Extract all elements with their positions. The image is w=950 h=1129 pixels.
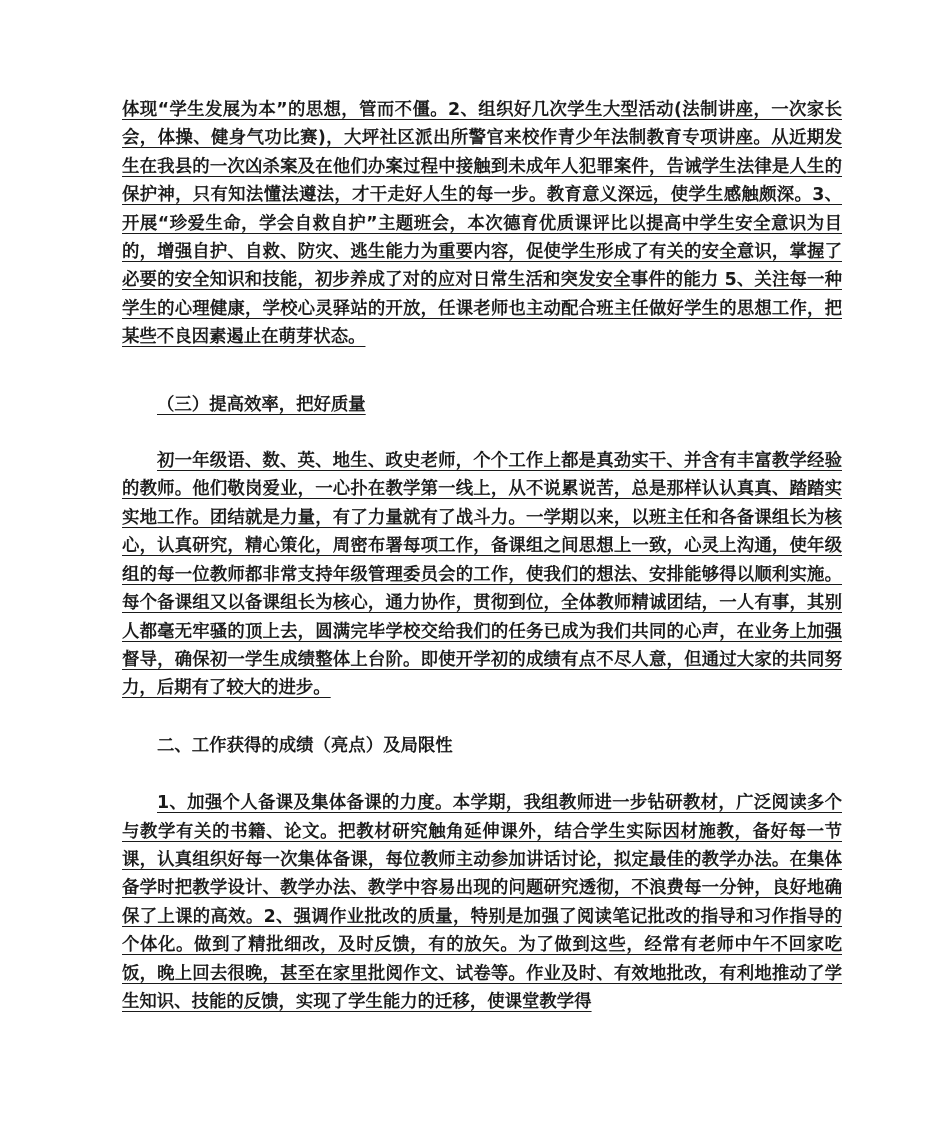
section-heading-achievements [122, 732, 842, 760]
document-page [122, 96, 842, 1016]
paragraph-text: 体现“学生发展为本”的思想，管而不僵。2、组织好几次学生大型活动(法制讲座，一次家长会，体操、健身气功比赛)，大坪社区派出所警官来校作青少年法制教育专项讲座。从近期发生在我县的一次凶杀案及在他们办案过程中接触到未成年人犯罪案件，告诫学生法律是人生的保护神，只有知法懂法遵法，才干走好人生的每一步。教育意义深远，使学生感触颇深。3、开展“珍爱生命，学会自救自护”主题班会，本次德育优质课评比以提高中学生安全意识为目的，增强自护、自救、防灾、逃生能力为重要内容，促使学生形成了有关的安全意识，掌握了必要的安全知识和技能，初步养成了对的应对日常生活和突发安全事件的能力 5、关注每一种学生的心理健康，学校心灵驿站的开放，任课老师也主动配合班主任做好学生的思想工作，把某些不良因素遏止在萌芽状态。 [122, 100, 842, 348]
paragraph-lesson-prep [122, 789, 842, 1016]
heading-text: （三）提高效率，把好质量 [157, 394, 366, 415]
paragraph-teachers [122, 447, 842, 703]
paragraph-continuation [122, 96, 842, 352]
heading-text: 二、工作获得的成绩（亮点）及局限性 [157, 735, 453, 756]
paragraph-text: 1、加强个人备课及集体备课的力度。本学期，我组教师进一步钻研教材，广泛阅读多个与教学有关的书籍、论文。把教材研究触角延伸课外，结合学生实际因材施教，备好每一节课，认真组织好每一次集体备课，每位教师主动参加讲话讨论，拟定最佳的教学办法。在集体备学时把教学设计、教学办法、教学中容易出现的问题研究透彻，不浪费每一分钟，良好地确保了上课的高效。2、强调作业批改的质量，特别是加强了阅读笔记批改的指导和习作指导的个体化。做到了精批细改，及时反馈，有的放矢。为了做到这些，经常有老师中午不回家吃饭，晚上回去很晚，甚至在家里批阅作文、试卷等。作业及时、有效地批改，有利地推动了学生知识、技能的反馈，实现了学生能力的迁移，使课堂教学得 [122, 793, 842, 1012]
paragraph-text: 初一年级语、数、英、地生、政史老师，个个工作上都是真劲实干、并含有丰富教学经验的教师。他们敬岗爱业，一心扑在教学第一线上，从不说累说苦，总是那样认认真真、踏踏实实地工作。团结就是力量，有了力量就有了战斗力。一学期以来，以班主任和各备课组长为核心，认真研究，精心策化，周密布署每项工作，备课组之间思想上一致，心灵上沟通，使年级组的每一位教师都非常支持年级管理委员会的工作，使我们的想法、安排能够得以顺利实施。每个备课组又以备课组长为核心，通力协作，贯彻到位，全体教师精诚团结，一人有事，其别人都毫无牢骚的顶上去，圆满完毕学校交给我们的任务已成为我们共同的心声，在业务上加强督导，确保初一学生成绩整体上台阶。即使开学初的成绩有点不尽人意，但通过大家的共同努力，后期有了较大的进步。 [122, 451, 842, 699]
section-heading-efficiency [122, 391, 842, 419]
